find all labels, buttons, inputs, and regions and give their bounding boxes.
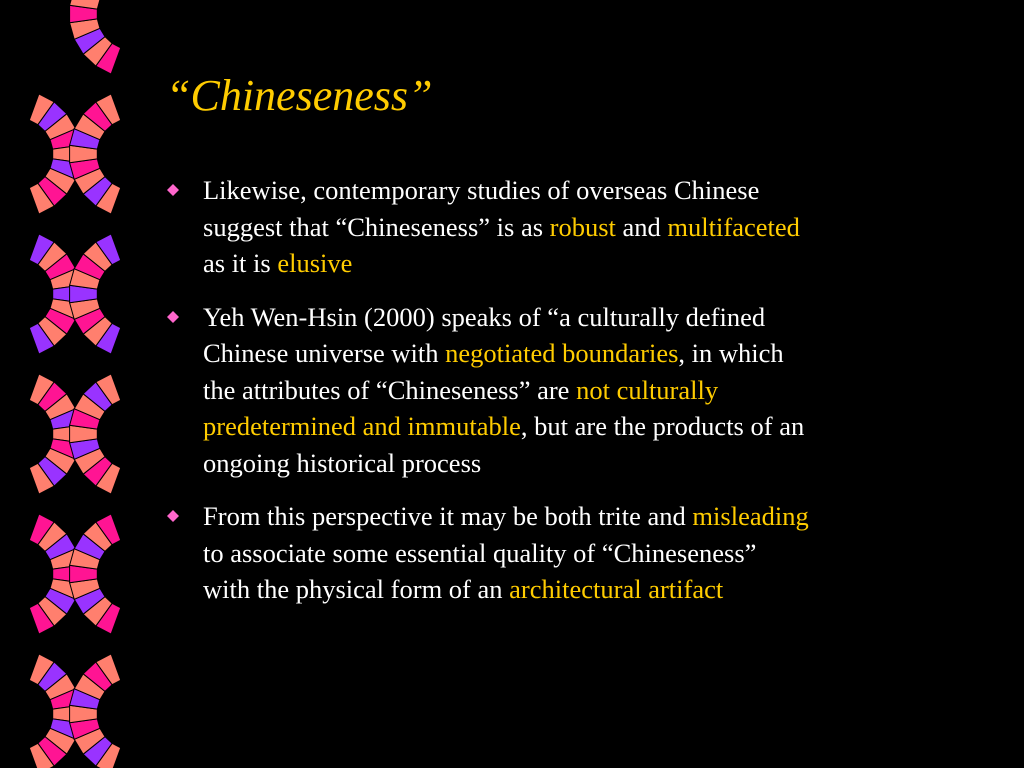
bullet-line xyxy=(203,445,996,482)
bullet-line xyxy=(203,535,996,572)
bullet-line xyxy=(203,571,996,608)
body-text: ongoing historical process xyxy=(203,447,482,478)
bullet-line xyxy=(203,209,996,246)
bullet-line xyxy=(203,498,996,535)
bullet-line xyxy=(203,172,996,209)
bullet-line xyxy=(203,408,996,445)
body-text: suggest that “Chineseness” is as xyxy=(203,211,550,242)
body-text: and xyxy=(615,211,668,242)
slide-title: “Chineseness” xyxy=(166,71,433,120)
bullet-line xyxy=(203,372,996,409)
bullet-line xyxy=(203,335,996,372)
body-text: to associate some essential quality of “Chineseness” xyxy=(203,537,757,568)
bullet-line xyxy=(203,245,996,282)
body-text: Yeh Wen-Hsin (2000) speaks of “a culturally defined xyxy=(203,301,766,332)
body-text: Chinese universe with xyxy=(203,338,446,368)
body-text: with the physical form of an xyxy=(203,574,510,604)
body-text: From this perspective it may be both trite and xyxy=(203,501,693,531)
highlighted-term: misleading xyxy=(692,501,809,531)
diamond-bullet-icon xyxy=(167,510,179,522)
decorative-fan-border xyxy=(0,0,150,768)
bullet-item xyxy=(166,299,996,482)
bullet-list xyxy=(166,172,996,625)
diamond-bullet-icon xyxy=(167,184,179,196)
highlighted-term: architectural artifact xyxy=(509,574,724,604)
highlighted-term: not culturally xyxy=(576,374,719,405)
highlighted-term: robust xyxy=(549,211,616,242)
bullet-line xyxy=(203,299,996,336)
highlighted-term: elusive xyxy=(277,248,353,278)
diamond-bullet-icon xyxy=(167,311,179,323)
highlighted-term: predetermined and immutable xyxy=(203,411,521,441)
body-text: , but are the products of an xyxy=(520,411,805,441)
bullet-item xyxy=(166,498,996,608)
body-text: as it is xyxy=(203,248,278,278)
body-text: , in which xyxy=(678,338,784,368)
highlighted-term: negotiated boundaries xyxy=(445,338,679,368)
body-text: Likewise, contemporary studies of overseas Chinese xyxy=(203,175,760,205)
bullet-item xyxy=(166,172,996,282)
body-text: the attributes of “Chineseness” are xyxy=(203,374,577,405)
highlighted-term: multifaceted xyxy=(667,211,800,242)
